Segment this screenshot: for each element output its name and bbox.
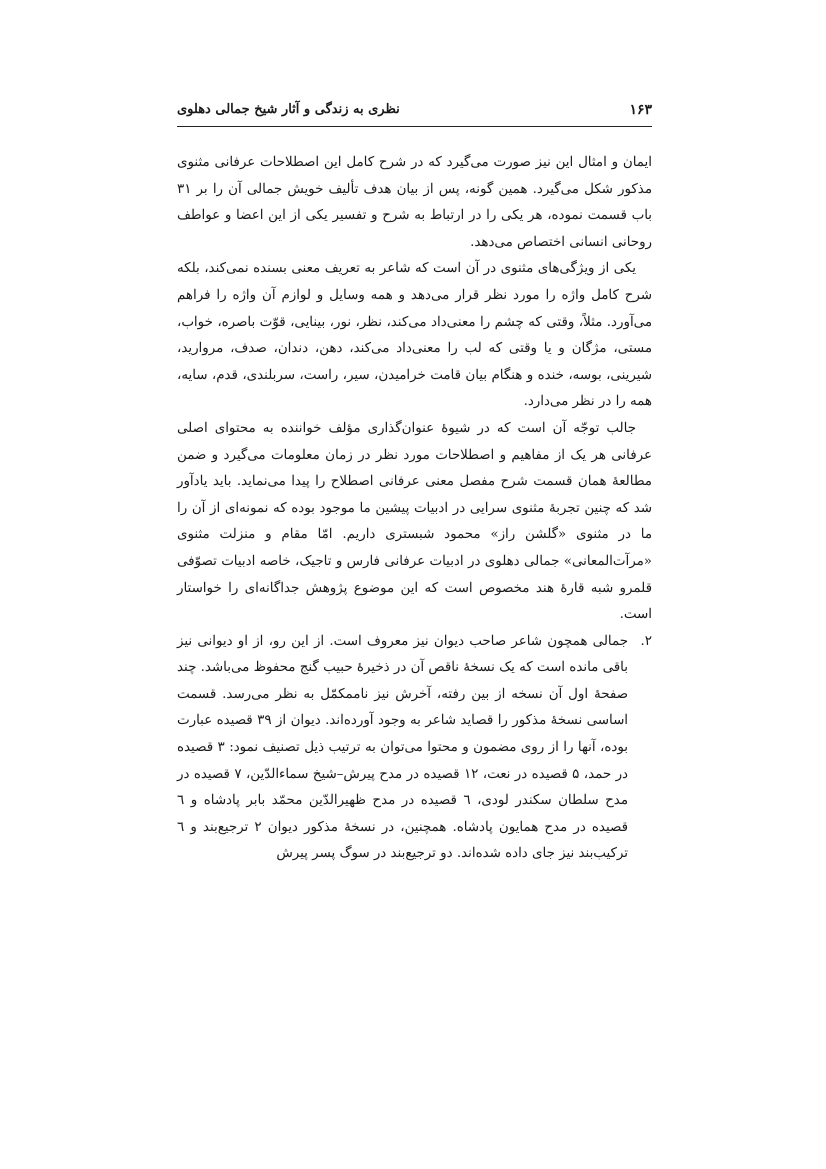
paragraph-2: یکی از ویژگی‌های مثنوی در آن است که شاعر به تعریف معنی بسنده نمی‌کند، بلکه شرح کامل واژه را مورد نظر قرار می‌دهد و همه وسایل و لوازم آن واژه را فراهم می‌آورد. مثلاً، وقتی که چشم را معنی‌داد می‌کند، نظر، نور، بینایی، قوّت باصره، خواب، مستی، مژگان و یا وقتی که لب را معنی‌داد می‌کند، دهن، دندان، صدف، مروارید، شیرینی، بوسه، خنده و هنگام بیان قامت خرامیدن، سیر، راست، سربلندی، قدم، سایه، همه را در نظر می‌دارد. <box>177 261 652 410</box>
page-header <box>177 96 652 127</box>
body-text <box>177 150 652 868</box>
paragraph-3: جالب توجّه آن است که در شیوهٔ عنوان‌گذاری مؤلف خواننده به محتوای اصلی عرفانی هر یک از مفاهیم و اصطلاحات مورد نظر در زمان معلومات می‌گیرد و ضمن مطالعهٔ همان قسمت شرح مفصل معنی عرفانی اصطلاح را پیدا می‌نماید. باید یادآور شد که چنین تجربهٔ مثنوی سرایی در ادبیات پیشین ما موجود بوده که نمونه‌ای از آن را ما در مثنوی «گلشن راز» محمود شبستری داریم. امّا مقام و منزلت مثنوی «مرآت‌المعانی» جمالی دهلوی در ادبیات عرفانی فارس و تاجیک، خاصه ادبیات تصوّفی قلمرو شبه قارهٔ هند مخصوص است که این موضوع پژوهش جداگانه‌ای را خواستار است. <box>177 420 652 623</box>
page-number: ۱۶۳ <box>629 102 652 118</box>
list-item-number: ۲. <box>640 633 652 649</box>
paragraph-1: ایمان و امثال این نیز صورت می‌گیرد که در شرح کامل این اصطلاحات عرفانی مثنوی مذکور شکل می‌گیرد. همین گونه، پس از بیان هدف تألیف خویش جمالی آن را بر ۳۱ باب قسمت نموده، هر یکی را در ارتباط به شرح و تفسیر یکی از این اعضا و عواطف روحانی انسانی اختصاص می‌دهد. <box>177 155 652 250</box>
list-item-text: جمالی همچون شاعر صاحب دیوان نیز معروف است. از این رو، از او دیوانی نیز باقی مانده است که یک نسخهٔ ناقص آن در ذخیرهٔ حبیب گنج محفوظ می‌باشد. چند صفحهٔ اول آن نسخه از بین رفته، آخرش نیز ناممکمّل به نظر می‌رسد. قسمت اساسی نسخهٔ مذکور را قصاید شاعر به وجود آورده‌اند. دیوان از ۳۹ قصیده عبارت بوده، آنها را از روی مضمون و محتوا می‌توان به ترتیب ذیل تصنیف نمود: ۳ قصیده در حمد، ۵ قصیده در نعت، ۱۲ قصیده در مدح پیرش–شیخ سماءالدّین، ۷ قصیده در مدح سلطان سکندر لودی، ٦ قصیده در مدح ظهیرالدّین محمّد بابر پادشاه و ٦ قصیده در مدح همایون پادشاه. همچنین، در نسخهٔ مذکور دیوان ۲ ترجیع‌بند و ٦ ترکیب‌بند نیز جای داده شده‌اند. دو ترجیع‌بند در سوگ پسر پیرش <box>177 633 629 862</box>
numbered-list-item <box>177 629 652 868</box>
running-title: نظری به زندگی و آثار شیخ جمالی دهلوی <box>177 102 400 117</box>
